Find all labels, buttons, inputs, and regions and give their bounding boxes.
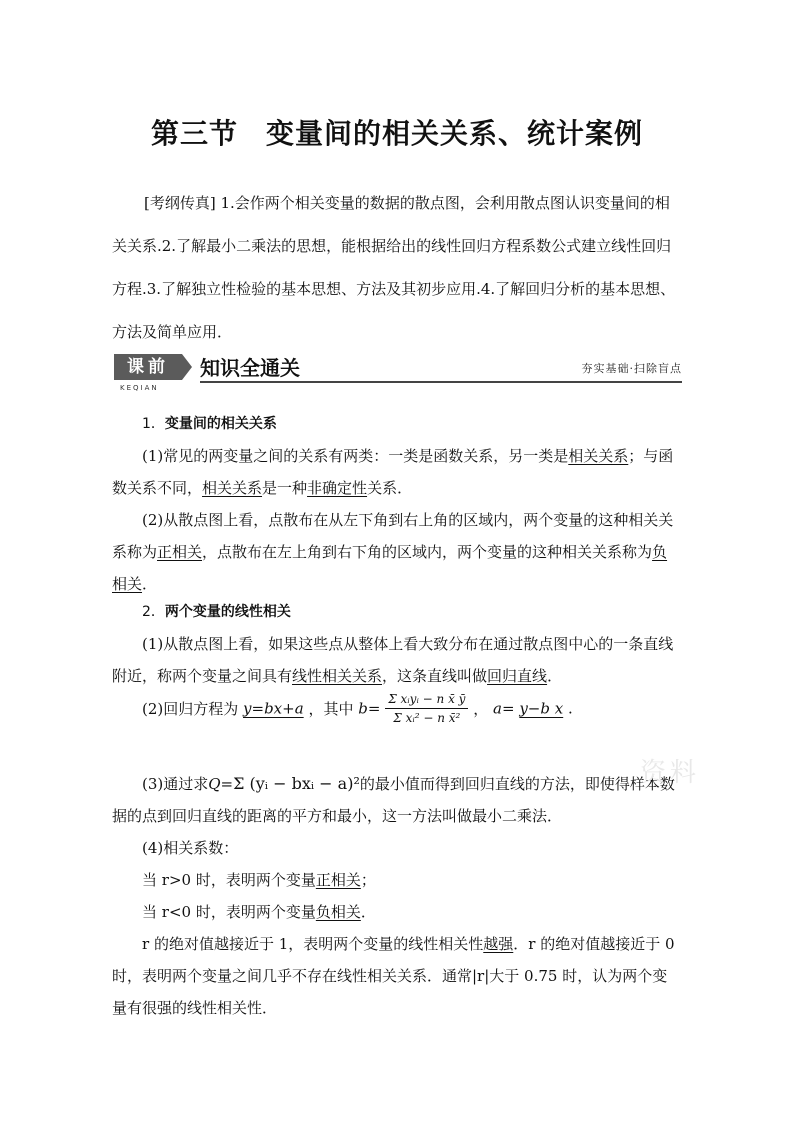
b-hat-fraction — [385, 692, 468, 725]
text: ，点散布在左上角到右下角的区域内，两个变量的这种相关关系称为 — [202, 543, 653, 561]
text: ；与函数关系不同， — [112, 447, 674, 497]
banner-badge: 课前 — [114, 354, 182, 380]
regression-formula — [142, 692, 682, 762]
section-2-para-1 — [112, 628, 682, 692]
syllabus-intro — [112, 182, 682, 354]
text: . — [567, 699, 573, 718]
answer-blank: 非确定性 — [307, 479, 368, 497]
title-section: 第三节 — [150, 117, 238, 150]
regression-equation: y=bx+a — [243, 699, 304, 718]
section-2 — [112, 596, 682, 692]
banner-pinyin: KEQIAN — [120, 384, 159, 392]
text: 关系． — [367, 479, 413, 497]
text: (3)通过求 — [142, 775, 209, 793]
title-topic: 变量间的相关关系、统计案例 — [266, 117, 644, 150]
text: (1)常见的两变量之间的关系有两类：一类是函数关系，另一类是 — [142, 447, 569, 465]
section-2-title: 两个变量的线性相关 — [164, 604, 291, 620]
text: ， — [473, 700, 489, 718]
text: ． — [360, 903, 376, 921]
section-2-heading — [112, 596, 682, 628]
banner-badge-arrow — [182, 354, 192, 380]
fraction-numerator: Σ xᵢyᵢ − n x̄ ȳ — [385, 692, 468, 709]
a-hat-expression: y−b x — [519, 699, 564, 718]
answer-blank: 回归直线 — [487, 667, 548, 685]
section-1-title: 变量间的相关关系 — [164, 416, 277, 432]
banner-tagline: 夯实基础·扫除盲点 — [581, 362, 682, 375]
text: ． — [547, 667, 563, 685]
page-title — [0, 112, 794, 152]
text: ．r 的绝对值越接近于 0 时，表明两个变量之间几乎不存在线性相关关系．通常|r|大于 0.75 时，认为两个变量有很强的线性相关性． — [112, 935, 675, 1017]
section-2-para-7 — [112, 928, 682, 1024]
section-1-heading — [112, 408, 682, 440]
answer-blank: 负相关 — [315, 903, 361, 921]
text: r 的绝对值越接近于 1，表明两个变量的线性相关性 — [142, 935, 484, 953]
section-2-para-6 — [112, 896, 682, 928]
text: ，这条直线叫做 — [382, 667, 488, 685]
text: (2)回归方程为 — [142, 700, 239, 718]
text: (2)从散点图上看，点散布在从左下角到右上角的区域内，两个变量的这种相关关系称为 — [112, 511, 674, 561]
section-banner — [114, 354, 682, 396]
text: (1)从散点图上看，如果这些点从整体上看大致分布在通过散点图中心的一条直线附近，称两个变量之间具有 — [112, 635, 674, 685]
text: ． — [142, 575, 158, 593]
answer-blank: 正相关 — [315, 871, 361, 889]
intro-text: 1.会作两个相关变量的数据的散点图，会利用散点图认识变量间的相关关系.2.了解最小二乘法的思想，能根据给出的线性回归方程系数公式建立线性回归方程.3.了解独立性检验的基本思想、方法及其初步应用.4.了解回归分析的基本思想、方法及简单应用． — [112, 194, 676, 341]
answer-blank: 越强 — [483, 935, 514, 953]
watermark: 资料 — [640, 758, 701, 788]
answer-blank: 正相关 — [157, 543, 203, 561]
answer-blank: 相关关系 — [568, 447, 629, 465]
section-2-para-3 — [112, 768, 682, 832]
text: 是一种 — [262, 479, 308, 497]
banner-rule — [200, 381, 682, 383]
text: 当 r<0 时，表明两个变量 — [142, 903, 316, 921]
a-hat-label: a= — [493, 699, 515, 718]
answer-blank: 相关关系 — [202, 479, 263, 497]
section-2-number: 2． — [142, 604, 165, 620]
text: 当 r>0 时，表明两个变量 — [142, 871, 316, 889]
section-2-para-4: (4)相关系数： — [142, 839, 239, 857]
section-1-para-1 — [112, 440, 682, 504]
answer-blank: 线性相关关系 — [292, 667, 383, 685]
text: 的最小值而得到回归直线的方法，即使得样本数据的点到回归直线的距离的平方和最小，这一方法叫做最小二乘法． — [112, 775, 675, 825]
fraction-denominator: Σ xᵢ² − n x̄² — [393, 711, 461, 725]
answer-blank: 负相关 — [112, 543, 668, 593]
text: ，其中 — [308, 700, 354, 718]
b-hat-label: b= — [358, 699, 381, 718]
section-2-para-5 — [112, 864, 682, 896]
least-squares-sum: Σ (yᵢ − bxᵢ − a)² — [233, 774, 360, 793]
q-label: Q= — [208, 775, 234, 793]
section-2-cont — [112, 768, 682, 1024]
section-1 — [112, 408, 682, 600]
section-1-para-2 — [112, 504, 682, 600]
intro-tag: [考纲传真] — [144, 194, 216, 212]
section-1-number: 1． — [142, 416, 165, 432]
text: ； — [360, 871, 376, 889]
banner-heading: 知识全通关 — [200, 356, 300, 380]
